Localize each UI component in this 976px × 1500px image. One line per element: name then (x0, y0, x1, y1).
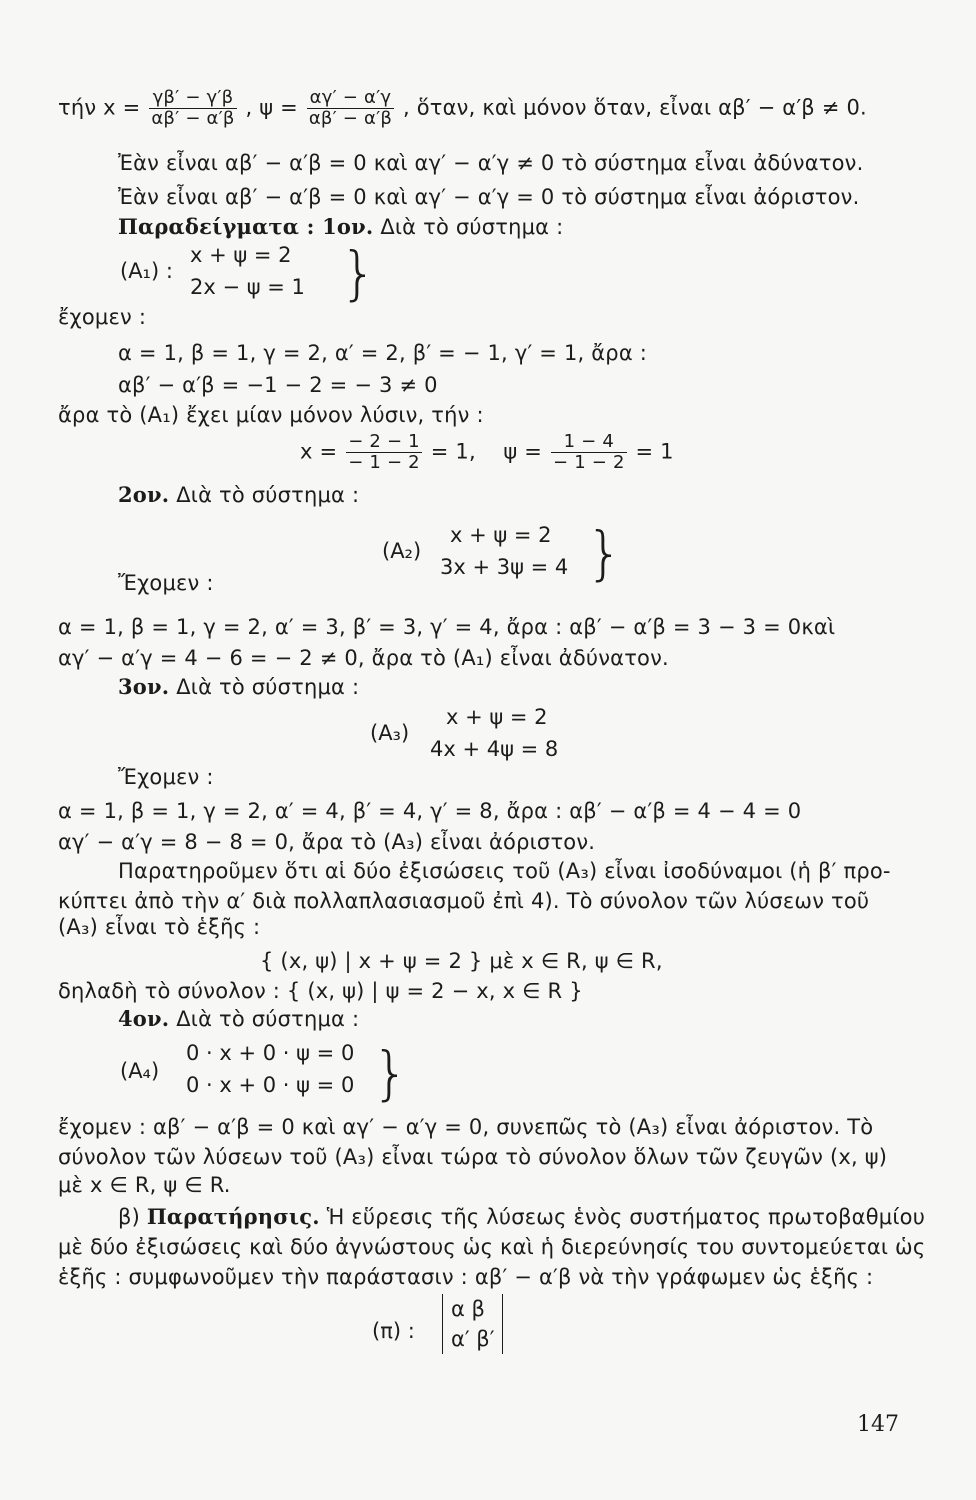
system-a1-eq1: x + ψ = 2 (190, 243, 292, 267)
solution-x-label: x = (300, 439, 338, 464)
example2-have: Ἔχομεν : (118, 571, 214, 595)
example1-coefficients: α = 1, β = 1, γ = 2, α′ = 2, β′ = − 1, γ′ = 1, ἄρα : (118, 341, 648, 365)
system-a2-brace: } (586, 519, 623, 587)
example2-coefficients: α = 1, β = 1, γ = 2, α′ = 3, β′ = 3, γ′ = 4, ἄρα : αβ′ − α′β = 3 − 3 = 0καὶ (58, 615, 836, 639)
remark-line-1 (118, 1204, 925, 1230)
example3-conclusion: αγ′ − α′γ = 8 − 8 = 0, ἄρα τὸ (A₃) εἶναι ἀόριστον. (58, 830, 596, 854)
example3-have: Ἔχομεν : (118, 765, 214, 789)
example1-intro: Διὰ τὸ σύστημα : (380, 215, 564, 239)
example4-line-1: ἔχομεν : αβ′ − α′β = 0 καὶ αγ′ − α′γ = 0, συνεπῶς τὸ (A₃) εἶναι ἀόριστον. Τὸ (58, 1115, 874, 1139)
example4-intro: Διὰ τὸ σύστημα : (176, 1007, 360, 1031)
example2-intro: Διὰ τὸ σύστημα : (176, 483, 360, 507)
determinant-row-2: α′ β′ (451, 1327, 495, 1351)
system-a4-brace: } (372, 1039, 409, 1107)
system-a1-label: (A₁) : (120, 259, 173, 283)
solution-x-fraction (346, 432, 422, 473)
system-a3-label: (A₃) (370, 721, 410, 745)
page-number: 147 (857, 1412, 899, 1437)
remark-line-1-text: Ἡ εὕρεσις τῆς λύσεως ἑνὸς συστήματος πρωτοβαθμίου (326, 1205, 926, 1229)
example3-coefficients: α = 1, β = 1, γ = 2, α′ = 4, β′ = 4, γ′ = 8, ἄρα : αβ′ − α′β = 4 − 4 = 0 (58, 799, 802, 823)
example3-solution-set: { (x, ψ) | x + ψ = 2 } μὲ x ∈ R, ψ ∈ R, (260, 949, 663, 973)
example1-have: ἔχομεν : (58, 305, 147, 329)
example4-line-2: σύνολον τῶν λύσεων τοῦ (A₃) εἶναι τώρα τὸ σύνολον ὅλων τῶν ζευγῶν (x, ψ) (58, 1145, 888, 1169)
formula-prefix: τήν x = (58, 95, 141, 120)
system-a2-label: (A₂) (382, 539, 422, 563)
determinant-label: (π) : (372, 1319, 415, 1343)
example1-determinant: αβ′ − α′β = −1 − 2 = − 3 ≠ 0 (118, 373, 438, 397)
example3-observation-1: Παρατηροῦμεν ὅτι αἱ δύο ἐξισώσεις τοῦ (A₃) εἶναι ἰσοδύναμοι (ἡ β′ προ- (118, 859, 891, 883)
system-a4-label: (A₄) (120, 1059, 160, 1083)
system-a3-eq1: x + ψ = 2 (446, 705, 548, 729)
remark-title: Παρατήρησις. (146, 1204, 320, 1229)
solution-y-numerator: 1 − 4 (551, 432, 627, 453)
solution-x-value: = 1, (430, 439, 476, 464)
system-a2-eq2: 3x + 3ψ = 4 (440, 555, 569, 579)
example4-line-3: μὲ x ∈ R, ψ ∈ R. (58, 1173, 231, 1197)
system-a2-eq1: x + ψ = 2 (450, 523, 552, 547)
example1-unique-solution: ἄρα τὸ (A₁) ἔχει μίαν μόνον λύσιν, τήν : (58, 403, 484, 427)
solution-formula-line (58, 88, 867, 129)
solution-y-label: ψ = (503, 439, 543, 464)
impossible-case-line: Ἐὰν εἶναι αβ′ − α′β = 0 καὶ αγ′ − α′γ ≠ 0 τὸ σύστημα εἶναι ἀδύνατον. (118, 151, 864, 175)
example2-number: 2ον. (118, 482, 170, 507)
example3-solution-set-2: δηλαδὴ τὸ σύνολον : { (x, ψ) | ψ = 2 − x, x ∈ R } (58, 979, 583, 1003)
example2-conclusion: αγ′ − α′γ = 4 − 6 = − 2 ≠ 0, ἄρα τὸ (A₁) εἶναι ἀδύνατον. (58, 646, 669, 670)
system-a3-eq2: 4x + 4ψ = 8 (430, 737, 559, 761)
x-numerator: γβ′ − γ′β (149, 88, 236, 109)
y-fraction (307, 88, 394, 129)
solution-x-numerator: − 2 − 1 (348, 431, 420, 452)
determinant-row-1: α β (451, 1297, 485, 1321)
example4-heading (118, 1006, 359, 1032)
example3-observation-3: (A₃) εἶναι τὸ ἑξῆς : (58, 915, 261, 939)
x-fraction (149, 88, 236, 129)
remark-label: β) (118, 1205, 140, 1229)
system-a4-eq2: 0 · x + 0 · ψ = 0 (186, 1073, 355, 1097)
example3-number: 3ον. (118, 674, 170, 699)
example3-heading (118, 674, 359, 700)
example4-number: 4ον. (118, 1006, 170, 1031)
system-a1-eq2: 2x − ψ = 1 (190, 275, 305, 299)
example3-observation-2: κύπτει ἀπὸ τὴν α′ διὰ πολλαπλασιασμοῦ ἐπὶ 4). Τὸ σύνολον τῶν λύσεων τοῦ (58, 889, 870, 913)
x-denominator: αβ′ − α′β (151, 108, 235, 129)
solution-y-denominator: − 1 − 2 (552, 452, 625, 473)
determinant-notation (442, 1294, 503, 1354)
solution-y-fraction (551, 432, 627, 473)
formula-mid: , ψ = (245, 95, 298, 120)
example1-solution (300, 432, 674, 473)
solution-y-value: = 1 (635, 439, 674, 464)
y-denominator: αβ′ − α′β (308, 108, 393, 129)
system-a4-eq1: 0 · x + 0 · ψ = 0 (186, 1041, 355, 1065)
indeterminate-case-line: Ἐὰν εἶναι αβ′ − α′β = 0 καὶ αγ′ − α′γ = 0 τὸ σύστημα εἶναι ἀόριστον. (118, 185, 860, 209)
system-a1-brace: } (340, 239, 377, 307)
solution-x-denominator: − 1 − 2 (348, 452, 420, 473)
example1-heading (118, 214, 563, 240)
examples-title: Παραδείγματα : 1ον. (118, 214, 374, 239)
example2-heading (118, 482, 359, 508)
formula-condition: , ὅταν, καὶ μόνον ὅταν, εἶναι αβ′ − α′β ≠ 0. (402, 95, 867, 120)
remark-line-2: μὲ δύο ἐξισώσεις καὶ δύο ἀγνώστους ὡς καὶ ἡ διερεύνησίς του συντομεύεται ὡς (58, 1235, 926, 1259)
example3-intro: Διὰ τὸ σύστημα : (176, 675, 360, 699)
remark-line-3: ἑξῆς : συμφωνοῦμεν τὴν παράστασιν : αβ′ − α′β νὰ τὴν γράφωμεν ὡς ἑξῆς : (58, 1265, 874, 1289)
y-numerator: αγ′ − α′γ (307, 88, 394, 109)
